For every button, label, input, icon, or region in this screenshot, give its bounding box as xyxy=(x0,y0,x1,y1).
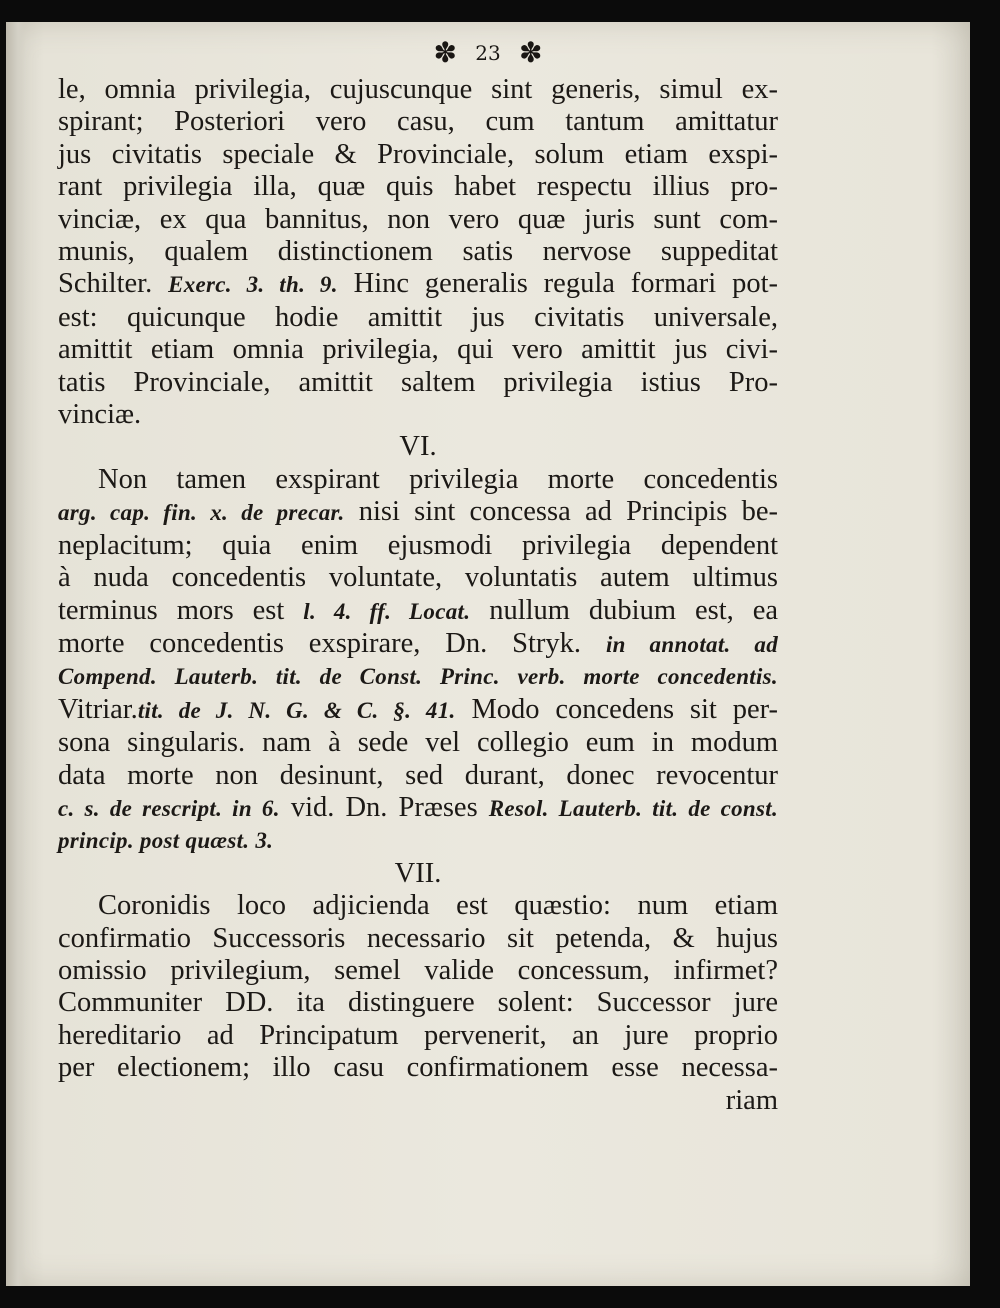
text-line: confirmatio Successoris necessario sit petenda, & hujus xyxy=(58,922,778,954)
text-line: data morte non desinunt, sed durant, donec revocentur xyxy=(58,759,778,791)
text-fragment: morte concedentis exspirare, Dn. Stryk. xyxy=(58,627,582,659)
text-fragment: Hinc generalis regula formari pot- xyxy=(353,268,778,300)
text-line: spirant; Posteriori vero casu, cum tantum amittatur xyxy=(58,106,778,138)
section-heading-vi: VI. xyxy=(399,431,437,463)
page-number: 23 xyxy=(475,40,501,65)
text-line: sona singularis. nam à sede vel collegio eum in modum xyxy=(58,727,778,759)
text-line xyxy=(58,628,778,661)
text-line: per electionem; illo casu confirmationem esse necessa- xyxy=(58,1052,778,1084)
citation: in annotat. ad xyxy=(605,631,778,657)
text-line: neplacitum; quia enim ejusmodi privilegia dependent xyxy=(58,529,778,561)
text-line: rant privilegia illa, quæ quis habet respectu illius pro- xyxy=(58,171,778,203)
text-line: omissio privilegium, semel valide concessum, infirmet? xyxy=(58,954,778,986)
text-line xyxy=(58,268,778,301)
flower-ornament-left-icon: ✽ xyxy=(433,36,457,69)
text-line: Communiter DD. ita distinguere solent: Successor jure xyxy=(58,987,778,1019)
text-line: Non tamen exspirant privilegia morte concedentis xyxy=(98,463,778,495)
text-line: à nuda concedentis voluntate, voluntatis autem ultimus xyxy=(58,562,778,594)
page-header xyxy=(6,36,970,69)
text-line xyxy=(58,792,778,825)
text-line: vinciæ. xyxy=(58,399,142,431)
text-fragment: nisi sint concessa ad Principis be- xyxy=(358,496,778,528)
citation: tit. de J. N. G. & C. §. 41. xyxy=(137,697,456,723)
text-line: Coronidis loco adjicienda est quæstio: num etiam xyxy=(98,890,778,922)
text-line: vinciæ, ex qua bannitus, non vero quæ juris sunt com- xyxy=(58,203,778,235)
text-line xyxy=(58,496,778,529)
author-name: Vitriar. xyxy=(58,693,138,725)
author-name: Schilter. xyxy=(58,268,153,300)
citation: l. 4. ff. Locat. xyxy=(303,598,471,624)
flower-ornament-right-icon: ✽ xyxy=(518,36,543,69)
text-line: munis, qualem distinctionem satis nervose suppeditat xyxy=(58,236,778,268)
citation: Resol. Lauterb. tit. de const. xyxy=(488,795,779,821)
text-line xyxy=(58,595,778,628)
text-line: jus civitatis speciale & Provinciale, solum etiam exspi- xyxy=(58,138,778,170)
text-fragment: Modo concedens sit per- xyxy=(471,693,778,725)
text-line: le, omnia privilegia, cujuscunque sint generis, simul ex- xyxy=(58,74,778,105)
citation: c. s. de rescript. in 6. xyxy=(58,795,280,821)
citation: arg. cap. fin. x. de precar. xyxy=(58,500,345,526)
citation-line: Compend. Lauterb. tit. de Const. Princ. verb. morte concedentis. xyxy=(58,664,778,690)
section-heading-vii: VII. xyxy=(394,857,442,889)
book-page xyxy=(6,22,970,1286)
text-line: tatis Provinciale, amittit saltem privilegia istius Pro- xyxy=(58,366,778,398)
body-text xyxy=(58,74,778,1117)
text-fragment: nullum dubium est, ea xyxy=(489,594,778,626)
citation: Exerc. 3. th. 9. xyxy=(168,272,338,298)
text-line xyxy=(58,694,778,727)
text-fragment: vid. Dn. Præses xyxy=(290,791,478,823)
text-line: amittit etiam omnia privilegia, qui vero amittit jus civi- xyxy=(58,334,778,366)
page-gutter xyxy=(6,22,26,1286)
text-fragment: terminus mors est xyxy=(58,594,285,626)
text-line: hereditario ad Principatum pervenerit, an jure proprio xyxy=(58,1019,778,1051)
text-line: est: quicunque hodie amittit jus civitatis universale, xyxy=(58,301,778,333)
citation-line: princip. post quæst. 3. xyxy=(58,828,274,854)
catchword: riam xyxy=(725,1084,778,1116)
